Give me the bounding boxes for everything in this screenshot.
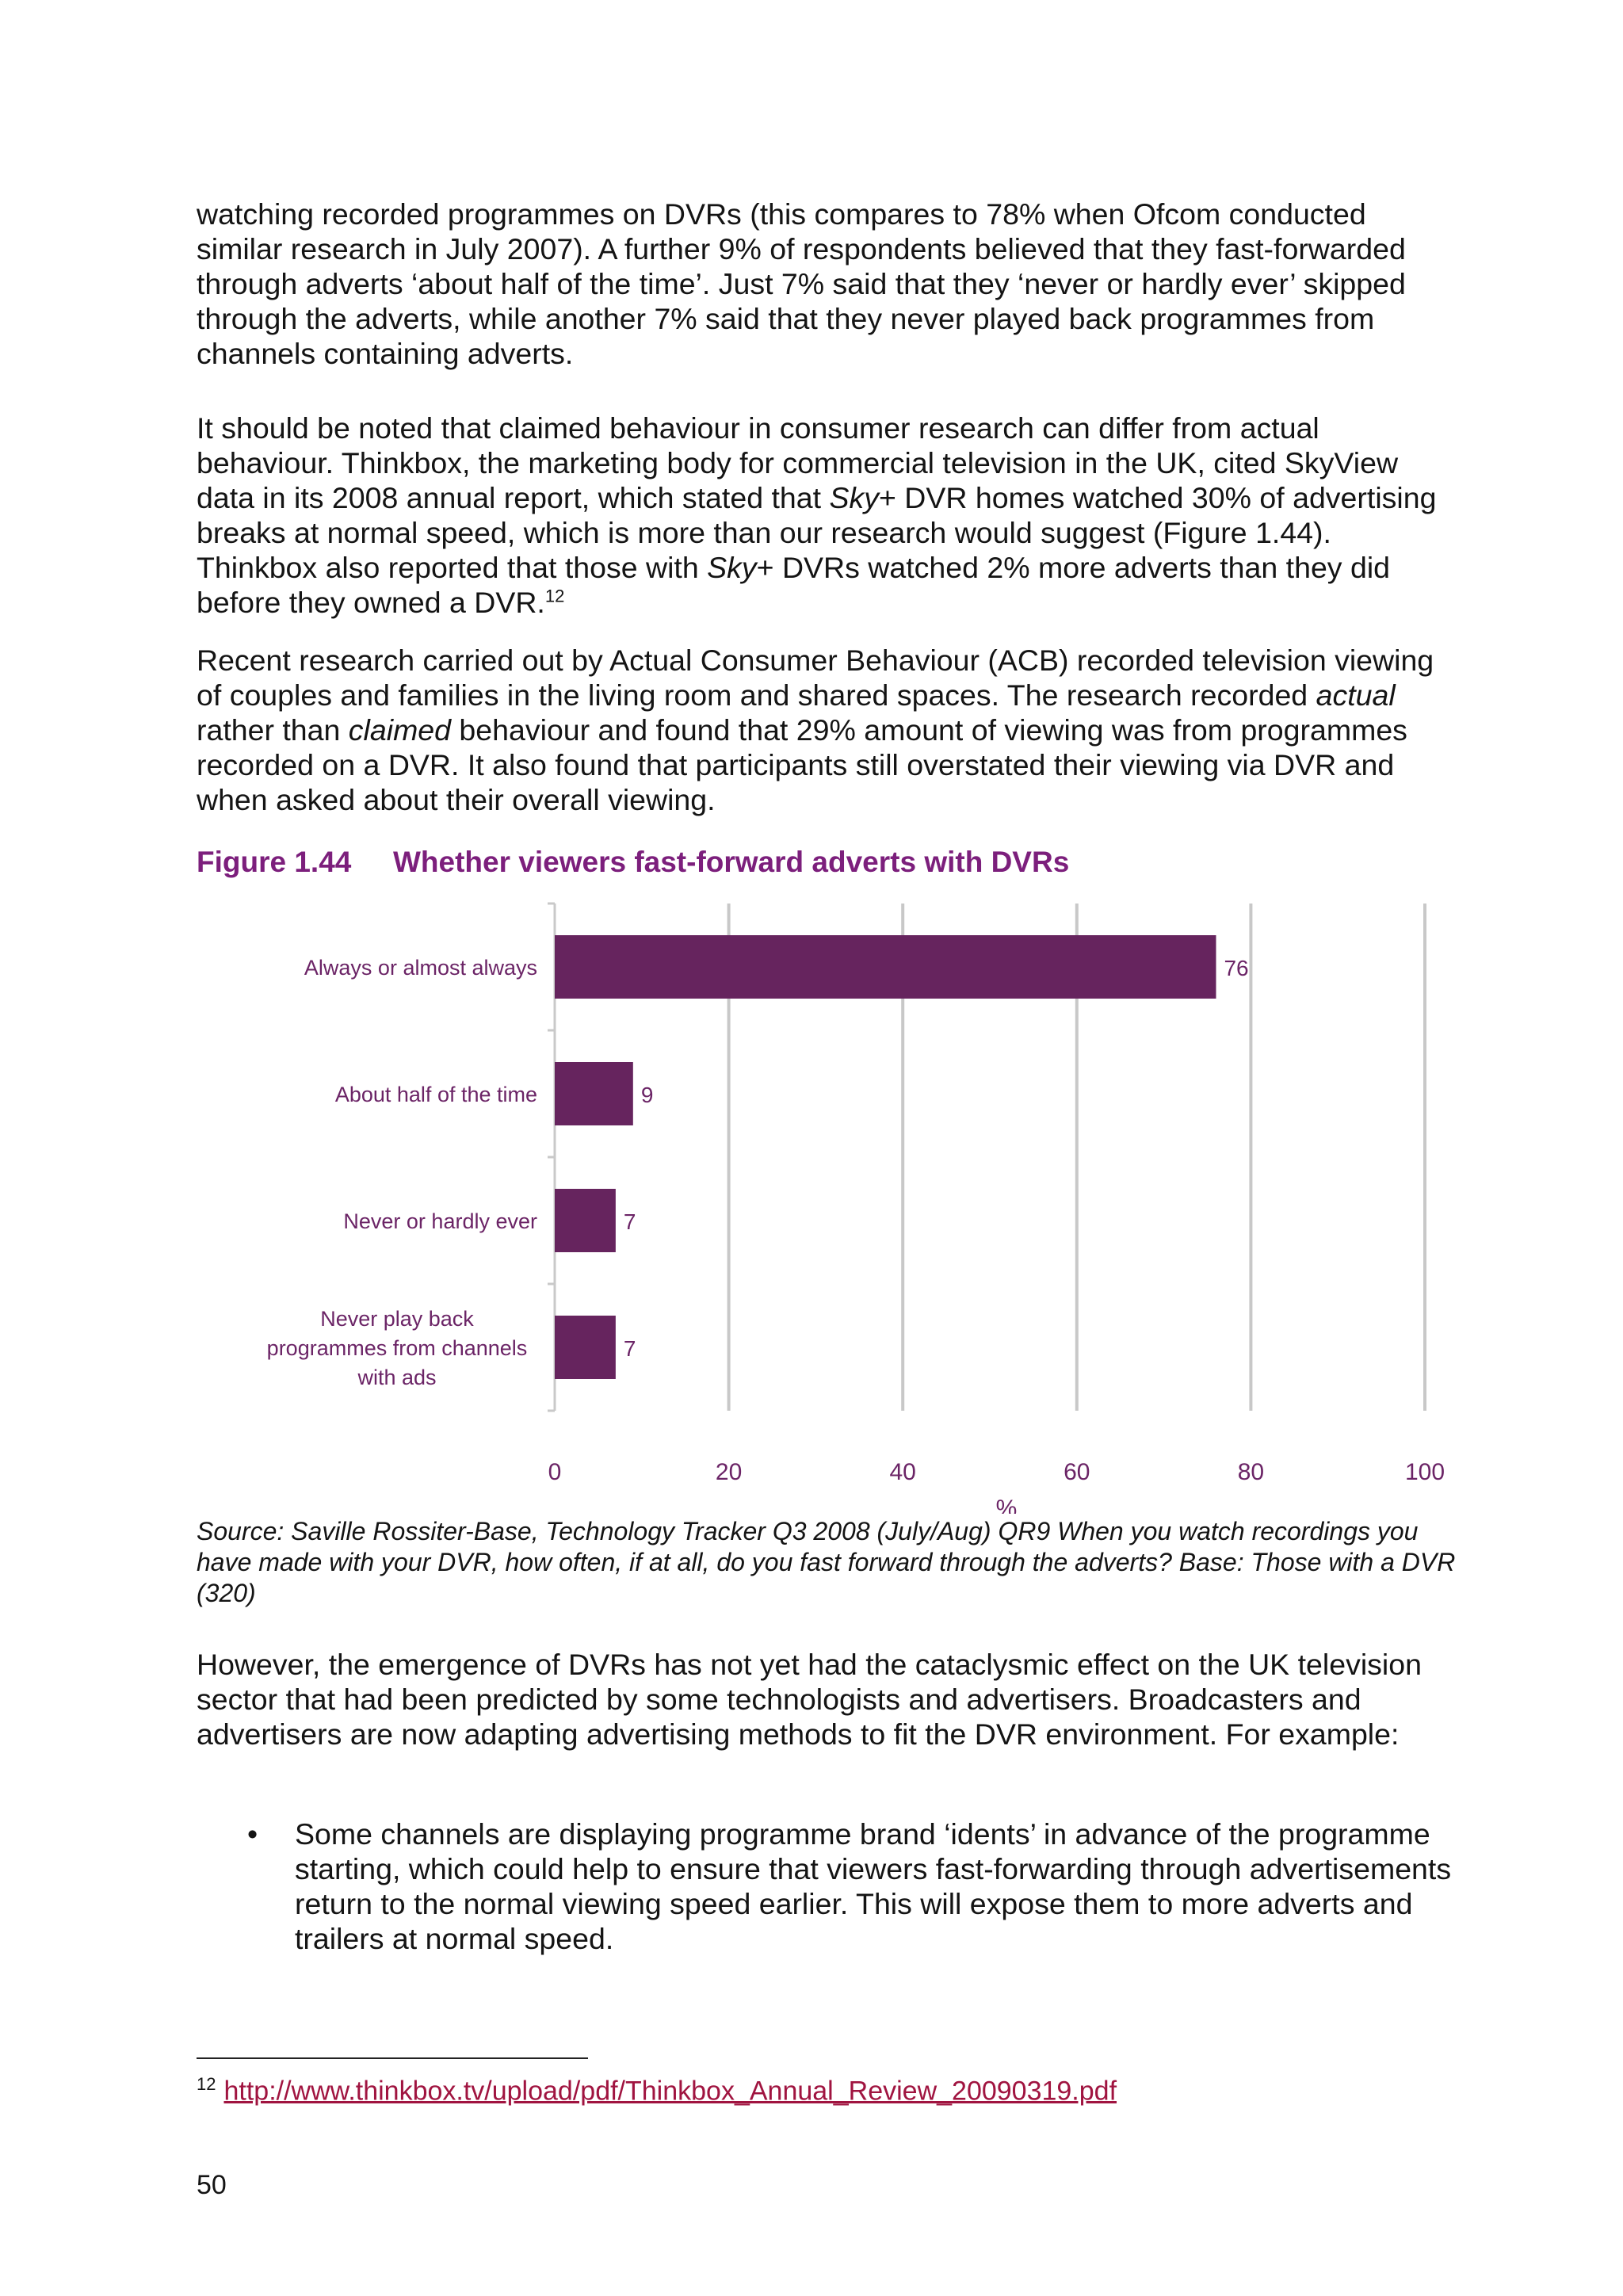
category-label-0 (304, 956, 537, 980)
category-label-line: About half of the time (334, 1083, 537, 1106)
paragraph-3-text-c: behaviour and found that 29% amount of viewing was from programmes recorded on a DVR. It also found that participants still overstated their viewing via DVR and when asked about their overall viewing. (197, 713, 1407, 816)
value-label-3: 7 (623, 1336, 636, 1361)
footnote-divider (197, 2057, 588, 2059)
emphasis-claimed: claimed (348, 713, 452, 747)
x-tick-label-0: 0 (548, 1459, 562, 1485)
paragraph-1: watching recorded programmes on DVRs (this compares to 78% when Ofcom conducted similar research in July 2007). A further 9% of respondents believed that they fast-forwarded through adverts ‘about half of the time’. Just 7% said that they ‘never or hardly ever’ skipped through the adverts, while another 7% said that they never played back programmes from channels containing adverts. (197, 197, 1406, 370)
paragraph-4: However, the emergence of DVRs has not yet had the cataclysmic effect on the UK television sector that had been predicted by some technologists and advertisers. Broadcasters and advertisers are now adapting advertising methods to fit the DVR environment. For example: (197, 1648, 1422, 1751)
page-number: 50 (197, 2170, 227, 2200)
bar-chart (197, 896, 1465, 1514)
paragraph-3-text-a: Recent research carried out by Actual Consumer Behaviour (ACB) recorded television viewing of couples and families in the living room and shared spaces. The research recorded (197, 644, 1434, 712)
x-tick-label-80: 80 (1237, 1459, 1265, 1485)
category-label-1 (335, 1083, 537, 1106)
footnote-mark: 12 (197, 2074, 216, 2094)
x-tick-label-40: 40 (889, 1459, 916, 1485)
paragraph-2-text-a: It should be noted that claimed behaviour in consumer research can differ from actual behaviour. Thinkbox, the marketing body for commercial television in the UK, cited SkyView data in its 2008 annual report, which stated that (197, 411, 1399, 514)
value-label-1: 9 (640, 1083, 654, 1107)
category-label-2 (343, 1209, 537, 1233)
paragraph-3 (197, 643, 1449, 817)
figure-title (197, 846, 1069, 879)
paragraph-3-text-b: rather than (197, 713, 349, 747)
value-label-2: 7 (623, 1209, 636, 1234)
category-label-line: with ads (357, 1366, 437, 1389)
emphasis-actual: actual (1316, 678, 1396, 712)
bar-1 (555, 1062, 633, 1125)
footnote-ref-12[interactable]: 12 (544, 586, 565, 606)
sky-brand-1: Sky (829, 481, 879, 514)
figure-source: Source: Saville Rossiter-Base, Technology Tracker Q3 2008 (July/Aug) QR9 When you watch recordings you have made with your DVR, how often, if at all, do you fast forward through the adverts? Base: Those with a DVR (320) (197, 1517, 1456, 1607)
list-item-text: Some channels are displaying programme brand ‘idents’ in advance of the programme starting, which could help to ensure that viewers fast-forwarding through advertisements return to the normal viewing speed earlier. This will expose them to more adverts and trailers at normal speed. (295, 1817, 1452, 1955)
footnote-link[interactable]: http://www.thinkbox.tv/upload/pdf/Thinkbox_Annual_Review_20090319.pdf (223, 2076, 1117, 2107)
category-label-line: Never play back (320, 1307, 474, 1331)
paragraph-2-text-c: + DVRs watched 2% more adverts than they did before they owned a DVR. (197, 551, 1391, 619)
category-label-line: programmes from channels (266, 1336, 528, 1360)
sky-brand-2: Sky (707, 551, 757, 584)
footnote (197, 2067, 1117, 2108)
bullet-glyph: • (247, 1817, 258, 1851)
bar-2 (555, 1189, 616, 1252)
bullet-list (197, 1817, 1465, 1956)
category-label-3 (267, 1307, 528, 1389)
bar-chart-svg (197, 896, 1465, 1514)
bar-3 (555, 1316, 616, 1379)
paragraph-2-text-b: + DVR homes watched 30% of advertising breaks at normal speed, which is more than our research would suggest (Figure 1.44). Thinkbox also reported that those with (197, 481, 1437, 584)
value-label-0: 76 (1224, 956, 1249, 980)
bar-0 (555, 935, 1216, 999)
x-tick-label-60: 60 (1064, 1459, 1090, 1485)
x-axis-label: % (995, 1496, 1018, 1514)
list-item (197, 1817, 1465, 1956)
category-label-line: Always or almost always (304, 956, 537, 980)
x-tick-label-20: 20 (715, 1459, 743, 1485)
figure-number: Figure 1.44 (197, 846, 352, 878)
paragraph-2 (197, 411, 1449, 620)
figure-title-text: Whether viewers fast-forward adverts with DVRs (393, 846, 1070, 878)
x-tick-label-100: 100 (1404, 1459, 1445, 1485)
category-label-line: Never or hardly ever (343, 1209, 537, 1233)
